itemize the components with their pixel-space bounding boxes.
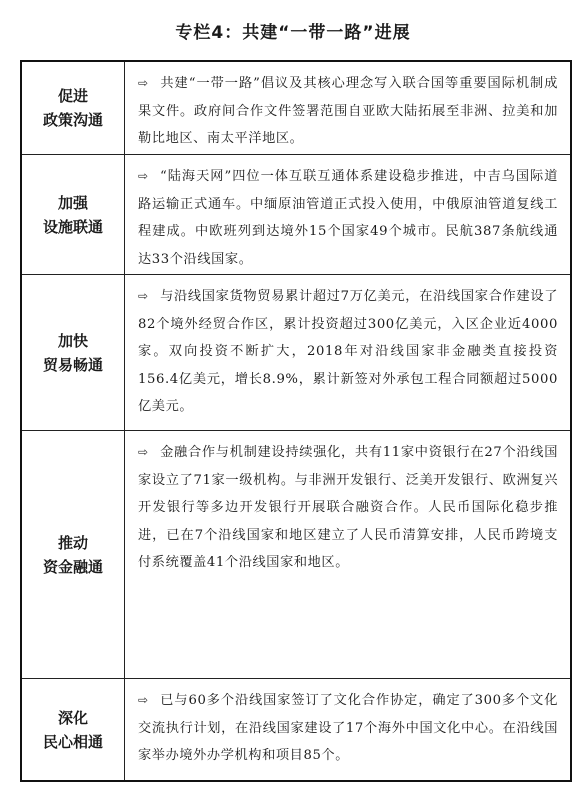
arrow-bullet-icon: ⇨: [138, 289, 149, 303]
row-content: [124, 62, 570, 154]
table-row-trade: [22, 274, 570, 430]
row-text: 已与60多个沿线国家签订了文化合作协定，确定了300多个文化交流执行计划，在沿线国家建设了17个海外中国文化中心。在沿线国家举办境外办学机构和项目85个。: [138, 693, 558, 763]
row-content: [124, 679, 570, 780]
progress-table: [20, 60, 572, 782]
row-text: 金融合作与机制建设持续强化，共有11家中资银行在27个沿线国家设立了71家一级机构。与非洲开发银行、泛美开发银行、欧洲复兴开发银行等多边开发银行开展联合融资合作。人民币国际化稳步推进，已在7个沿线国家和地区建立了人民币清算安排，人民币跨境支付系统覆盖41个沿线国家和地区。: [138, 445, 558, 570]
row-content: [124, 155, 570, 274]
row-text: 与沿线国家货物贸易累计超过7万亿美元，在沿线国家合作建设了82个境外经贸合作区，累计投资超过300亿美元，入区企业近4000家。双向投资不断扩大，2018年对沿线国家非金融类直接投资156.4亿美元，增长8.9%，累计新签对外承包工程合同额超过5000亿美元。: [138, 289, 558, 414]
arrow-bullet-icon: ⇨: [138, 693, 149, 707]
table-row-facilities: [22, 154, 570, 274]
row-label-line2: 贸易畅通: [42, 355, 103, 374]
row-label-line1: 加强: [57, 193, 88, 212]
table-row-finance: [22, 430, 570, 678]
row-label-line1: 推动: [57, 533, 88, 552]
row-label: [22, 155, 125, 274]
row-label: [22, 62, 125, 154]
table-row-people: [22, 678, 570, 780]
arrow-bullet-icon: ⇨: [138, 445, 149, 459]
row-label: [22, 431, 125, 678]
row-label-line2: 民心相通: [42, 732, 103, 751]
row-label-line2: 资金融通: [42, 557, 103, 576]
row-content: [124, 431, 570, 678]
row-label: [22, 679, 125, 780]
row-label-line1: 深化: [57, 708, 88, 727]
row-text: “陆海天网”四位一体互联互通体系建设稳步推进，中吉乌国际道路运输正式通车。中缅原油管道正式投入使用，中俄原油管道复线工程建成。中欧班列到达境外15个国家49个城市。民航387条航线通达33个沿线国家。: [138, 169, 558, 267]
row-label-line2: 政策沟通: [42, 111, 103, 129]
row-label-line1: 促进: [57, 87, 88, 105]
row-label: [22, 275, 125, 430]
row-label-line2: 设施联通: [42, 217, 103, 236]
row-text: 共建“一带一路”倡议及其核心理念写入联合国等重要国际机制成果文件。政府间合作文件签署范围自亚欧大陆拓展至非洲、拉美和加勒比地区、南太平洋地区。: [138, 76, 558, 146]
row-label-line1: 加快: [57, 331, 88, 350]
arrow-bullet-icon: ⇨: [138, 76, 149, 90]
table-row-policy: [22, 62, 570, 154]
arrow-bullet-icon: ⇨: [138, 169, 149, 183]
page-title: 专栏4：共建“一带一路”进展: [175, 23, 411, 43]
row-content: [124, 275, 570, 430]
